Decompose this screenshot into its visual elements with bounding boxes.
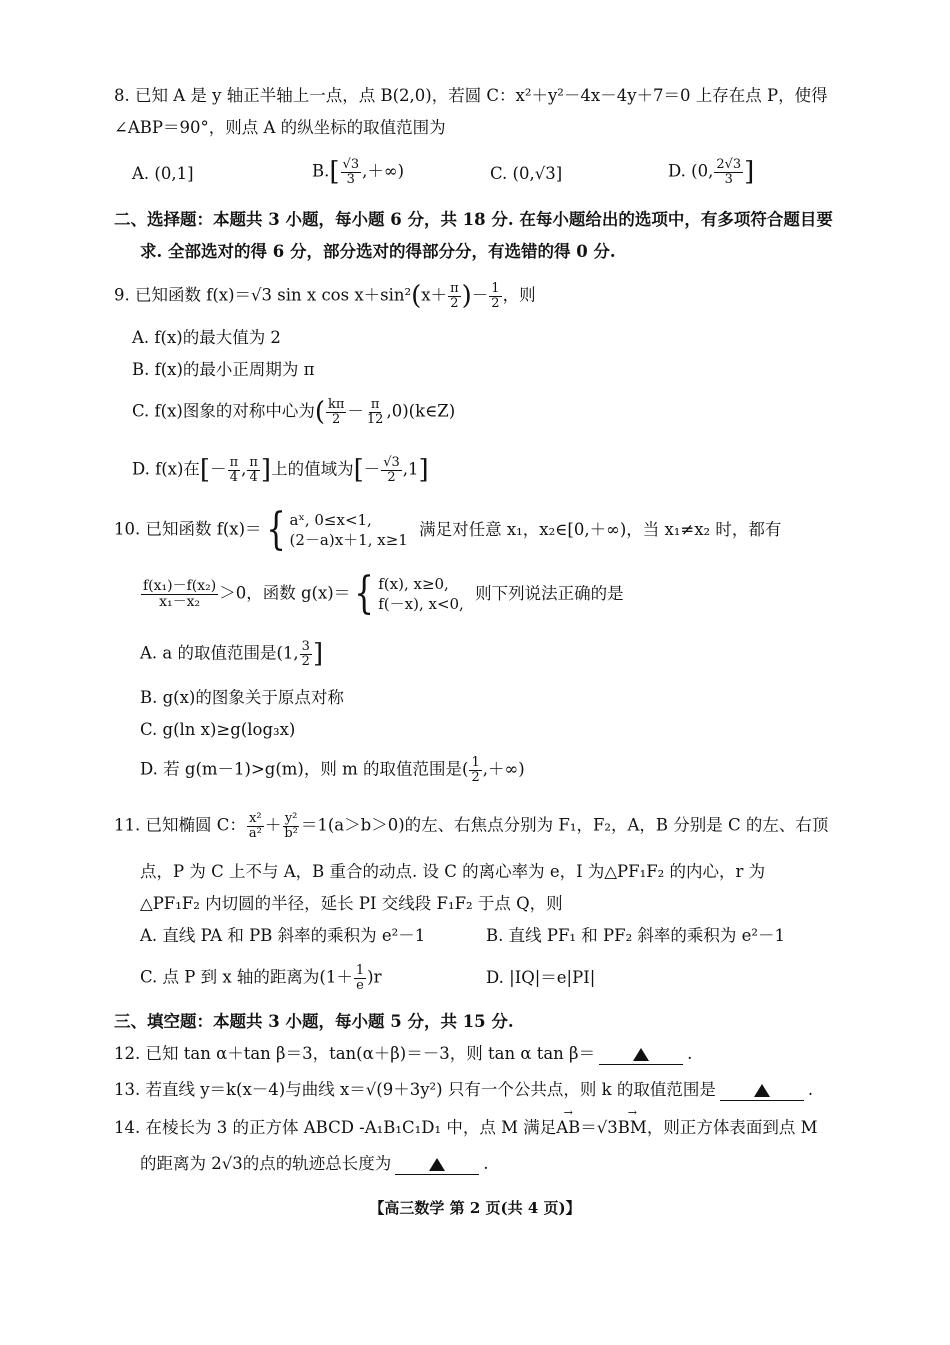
q14-answer-blank[interactable] xyxy=(395,1156,479,1175)
q12-question: 12. 已知 tan α＋tan β＝3，tan(α＋β)＝－3，则 tan α tan β＝ . xyxy=(114,1044,693,1063)
blank-triangle-icon xyxy=(633,1048,649,1061)
q11-option-a: A. 直线 PA 和 PB 斜率的乘积为 e²－1 xyxy=(140,926,426,945)
q10-piecewise: aˣ, 0≤x<1, (2－a)x＋1, x≥1 xyxy=(289,510,408,549)
q11-option-d: D. |IQ|＝e|PI| xyxy=(486,968,596,987)
q11-option-c: C. 点 P 到 x 轴的距离为(1＋ $\frac{1}{e}$ )r xyxy=(140,963,382,993)
q13-answer-blank[interactable] xyxy=(720,1082,804,1101)
q8-option-b-label: B. xyxy=(312,161,330,181)
q10-stem: 10. 已知函数 f(x)＝{ aˣ, 0≤x<1, (2－a)x＋1, x≥1 满足对任意 x₁，x₂∈[0,＋∞)，当 x₁≠x₂ 时，都有 xyxy=(114,504,782,555)
q14-question-line2: 的距离为 2√3的点的轨迹总长度为 . xyxy=(140,1154,489,1173)
q8-option-d-fraction: $\frac{2√3}{3}$ xyxy=(716,157,742,187)
q10-g-piecewise: f(x), x≥0, f(－x), x<0, xyxy=(378,574,464,613)
blank-triangle-icon xyxy=(429,1158,445,1171)
q11-option-b: B. 直线 PF₁ 和 PF₂ 斜率的乘积为 e²－1 xyxy=(486,926,786,945)
q9-stem: 9. 已知函数 f(x)＝√3 sin x cos x＋sin²(x＋ $\frac{\pi}{2}$ )－ $\frac{1}{2}$ ，则 xyxy=(114,281,536,312)
q10-option-c: C. g(ln x)≥g(log₃x) xyxy=(140,720,296,739)
q10-stem-line2: $\frac{\text{f(x₁)－f(x₂)}}{\text{x₁－x₂}}$ ＞0，函数 g(x)＝{ f(x), x≥0, f(－x), x<0, 则下列说法正确的是 xyxy=(143,568,624,619)
page-footer: 【高三数学 第 2 页(共 4 页)】 xyxy=(369,1199,581,1217)
q10-option-b: B. g(x)的图象关于原点对称 xyxy=(140,688,344,707)
q9-option-d: D. f(x)在[－ $\frac{\pi}{4}$ , $\frac{\pi}{4}$ ]上的值域为[－ $\frac{√3}{2}$ ,1] xyxy=(132,455,429,486)
q8-option-d: D. (0, $\frac{2√3}{3}$ ] xyxy=(668,157,755,188)
q13-question: 13. 若直线 y＝k(x－4)与曲线 x＝√(9＋3y²) 只有一个公共点，则 k 的取值范围是 . xyxy=(114,1080,814,1099)
q8-option-b-fraction: $\frac{√3}{3}$ xyxy=(342,157,360,187)
q8-option-c: C. (0,√3] xyxy=(490,164,563,183)
q9-option-a: A. f(x)的最大值为 2 xyxy=(132,328,281,347)
q14-question-line1: 14. 在棱长为 3 的正方体 ABCD -A₁B₁C₁D₁ 中，点 M 满足→ AB＝√3→ BM，则正方体表面到点 M xyxy=(114,1120,817,1137)
q12-answer-blank[interactable] xyxy=(599,1046,683,1065)
q8-option-a: A. (0,1] xyxy=(132,164,194,183)
q8-stem-line2: ∠ABP＝90°，则点 A 的纵坐标的取值范围为 xyxy=(114,118,446,137)
q10-option-a: A. a 的取值范围是(1, $\frac{3}{2}$ ] xyxy=(140,639,324,670)
q10-monotonic-fraction: $\frac{\text{f(x₁)－f(x₂)}}{\text{x₁－x₂}}$ xyxy=(143,577,217,610)
q8-stem-line1: 8. 已知 A 是 y 轴正半轴上一点，点 B(2,0)，若圆 C：x²＋y²－4x－4y＋7＝0 上存在点 P，使得 xyxy=(114,86,828,105)
q9-option-b: B. f(x)的最小正周期为 π xyxy=(132,360,315,379)
q9-option-c: C. f(x)图象的对称中心为( $\frac{k\pi}{2}$ － $\frac{\pi}{12}$ ,0)(k∈Z) xyxy=(132,397,456,428)
section2-heading-line2: 求. 全部选对的得 6 分，部分选对的得部分分，有选错的得 0 分. xyxy=(140,242,616,261)
q11-stem-line2: 点，P 为 C 上不与 A，B 重合的动点. 设 C 的离心率为 e，I 为△PF₁F₂ 的内心，r 为 xyxy=(140,862,766,881)
q11-stem-line1: 11. 已知椭圆 C： $\frac{\text{x²}}{\text{a²}}$ ＋ $\frac{\text{y²}}{\text{b²}}$ ＝1(a＞b＞0)的左、右焦点分别为 F₁，F₂，A，B 分别是 C 的左、右顶 xyxy=(114,811,829,841)
section3-heading: 三、填空题：本题共 3 小题，每小题 5 分，共 15 分. xyxy=(114,1012,514,1031)
section2-heading-line1: 二、选择题：本题共 3 小题，每小题 6 分，共 18 分. 在每小题给出的选项中，有多项符合题目要 xyxy=(114,210,833,229)
q10-option-d: D. 若 g(m－1)>g(m)，则 m 的取值范围是( $\frac{1}{2}$ ,＋∞) xyxy=(140,755,525,785)
q8-option-b: B.[ $\frac{√3}{3}$ ,＋∞) xyxy=(312,157,405,188)
q11-stem-line3: △PF₁F₂ 内切圆的半径，延长 PI 交线段 F₁F₂ 于点 Q，则 xyxy=(140,894,563,913)
blank-triangle-icon xyxy=(754,1084,770,1097)
